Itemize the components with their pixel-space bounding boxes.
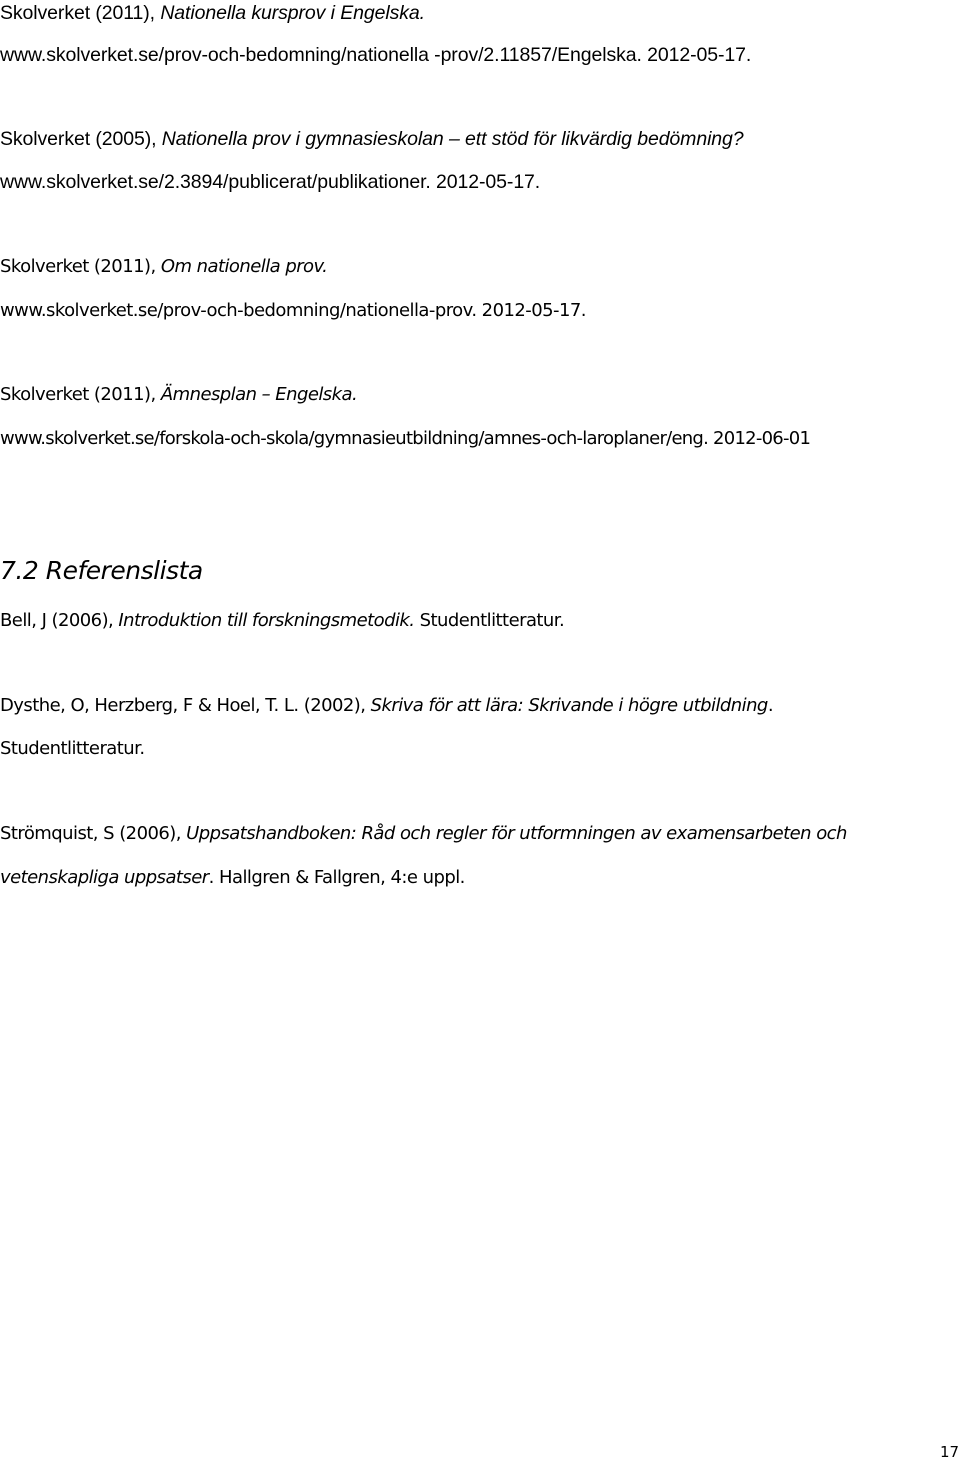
page-number: 17 — [940, 1443, 960, 1461]
ref-title: Om nationella prov. — [160, 256, 328, 277]
ref-skolverket-nationella-prov-url: www.skolverket.se/2.3894/publicerat/publikationer. 2012-05-17. — [0, 171, 541, 193]
ref-punct: . — [767, 695, 773, 716]
ref-author: Bell, J (2006), — [0, 610, 119, 631]
ref-author: Skolverket (2011), — [0, 384, 161, 405]
ref-skolverket-nationella-prov-line1 — [0, 130, 744, 150]
ref-stromquist-line1 — [0, 825, 847, 843]
ref-author: Skolverket (2011), — [0, 256, 161, 277]
ref-stromquist-line2 — [0, 869, 465, 887]
ref-title: Nationella kursprov i Engelska. — [160, 2, 425, 24]
ref-dysthe-line2: Studentlitteratur. — [0, 738, 145, 759]
ref-author: Dysthe, O, Herzberg, F & Hoel, T. L. (2002), — [0, 695, 371, 716]
ref-title: Skriva för att lära: Skrivande i högre utbildning — [370, 695, 768, 716]
ref-skolverket-amnesplan-line1 — [0, 386, 357, 404]
ref-skolverket-om-prov-url: www.skolverket.se/prov-och-bedomning/nationella-prov. 2012-05-17. — [0, 300, 586, 321]
ref-author: Skolverket (2005), — [0, 128, 162, 150]
ref-bell — [0, 612, 564, 630]
ref-author: Skolverket (2011), — [0, 2, 161, 24]
ref-title: Introduktion till forskningsmetodik. — [118, 610, 415, 631]
ref-skolverket-kursprov-url: www.skolverket.se/prov-och-bedomning/nationella -prov/2.11857/Engelska. 2012-05-17. — [0, 44, 752, 66]
ref-author: Strömquist, S (2006), — [0, 823, 187, 844]
ref-dysthe-line1 — [0, 697, 773, 715]
ref-publisher: . Hallgren & Fallgren, 4:e uppl. — [208, 867, 465, 888]
ref-skolverket-om-prov-line1 — [0, 258, 327, 276]
ref-skolverket-kursprov-line1 — [0, 4, 425, 24]
section-heading: 7.2 Referenslista — [0, 556, 203, 585]
ref-title: Uppsatshandboken: Råd och regler för utformningen av examensarbeten och — [186, 823, 847, 844]
ref-title: Nationella prov i gymnasieskolan – ett stöd för likvärdig bedömning? — [161, 128, 744, 150]
ref-title: Ämnesplan – Engelska. — [160, 384, 358, 405]
ref-skolverket-amnesplan-url: www.skolverket.se/forskola-och-skola/gymnasieutbildning/amnes-och-laroplaner/eng. 2012-06-01 — [0, 428, 811, 449]
ref-publisher: Studentlitteratur. — [414, 610, 565, 631]
ref-title-cont: vetenskapliga uppsatser — [0, 867, 209, 888]
